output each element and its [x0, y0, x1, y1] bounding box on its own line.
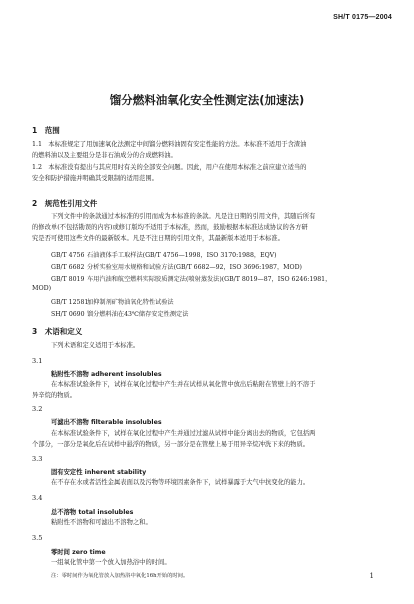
term-heading: 可滤出不溶物 filterable insolubles	[51, 419, 162, 426]
section-2-intro-line-2: 的修改单(不包括勘误的内容)或修订版均不适用于本标准，然而，鼓励根据本标准达成协议的各方研	[32, 224, 308, 231]
reference-title: 分析实验室用水规格和试验方法(GB/T 6682—92，ISO 3696:1987，MOD)	[86, 264, 302, 271]
reference-code: GB/T 8019	[51, 276, 85, 283]
reference-item	[51, 262, 302, 271]
reference-item	[51, 309, 188, 318]
standard-number-header: SH/T 0175—2004	[333, 14, 392, 21]
term-definition-line: 个部分，一部分是氧化后在试样中悬浮的物质，另一部分是在管壁上易于用异辛烷冲洗下来的物质。	[32, 441, 310, 448]
reference-item	[51, 250, 277, 259]
reference-continuation: MOD)	[32, 285, 52, 292]
reference-code: SH/T 0690	[51, 311, 85, 318]
term-definition-line: 异辛烷的物质。	[32, 392, 77, 399]
term-definition-line: 在本标准试验条件下，试样在氧化过程中产生并在试样从氧化管中放出后粘附在管壁上的不溶于	[51, 381, 316, 388]
clause-1-2-line-1: 1.2 本标准没有提出与其应用时有关的全部安全问题。因此，用户在使用本标准之前应建立适当的	[32, 164, 307, 171]
reference-item	[51, 297, 174, 306]
reference-title: 石油液体手工取样法(GB/T 4756—1998，ISO 3170:1988，EQV)	[86, 252, 277, 259]
term-heading: 粘附性不溶物 adherent insolubles	[51, 371, 162, 378]
reference-title: 加抑制剂矿物油氧化特性试验法	[86, 299, 174, 306]
term-definition-line: 在本标准试验条件下，试样在氧化过程中产生并通过过滤从试样中能分离出去的物质，它包括两	[51, 430, 316, 437]
section-2-intro-line-1: 下列文件中的条款通过本标准的引用而成为本标准的条款。凡是注日期的引用文件，其随后所有	[51, 213, 316, 220]
term-heading: 总不溶物 total insolubles	[51, 509, 134, 516]
section-3-intro: 下列术语和定义适用于本标准。	[51, 342, 140, 349]
document-title: 馏分燃料油氧化安全性测定法(加速法)	[109, 93, 305, 107]
section-3-heading: 3 术语和定义	[32, 327, 83, 336]
term-definition-line: 一组氧化管中第一个放入加热浴中的时间。	[51, 559, 171, 566]
clause-1-2-line-2: 安全和防护措施并明确其受限制的适用范围。	[32, 175, 158, 182]
section-2-heading: 2 规范性引用文件	[32, 199, 98, 208]
reference-code: GB/T 12581	[51, 299, 89, 306]
term-heading: 固有安定性 inherent stability	[51, 469, 147, 476]
reference-code: GB/T 4756	[51, 252, 85, 259]
term-number: 3.1	[32, 357, 43, 365]
section-2-intro-line-3: 究是否可使用这些文件的最新版本。凡是不注日期的引用文件，其最新版本适用于本标准。	[32, 235, 284, 242]
reference-title: 车用汽油和航空燃料实际胶质测定法(喷射蒸发法)(GB/T 8019—87，ISO 6246:1981，	[86, 276, 332, 283]
term-number: 3.4	[32, 494, 43, 502]
clause-1-1-line-1: 1.1 本标准规定了用加速氧化法测定中间馏分燃料油固有安定性能的方法。本标准不适用于含渣油	[32, 141, 307, 148]
term-number: 3.5	[32, 534, 43, 542]
reference-item	[51, 274, 331, 283]
clause-1-1-line-2: 的燃料油以及主要组分是非石油成分的合成燃料油。	[32, 152, 177, 159]
term-definition-line: 在不存在水或者活性金属表面以及污物等环境因素条件下，试样暴露于大气中抗变化的能力。	[51, 479, 310, 486]
page-number: 1	[369, 572, 374, 580]
term-number: 3.3	[32, 455, 43, 463]
reference-code: GB/T 6682	[51, 264, 85, 271]
term-definition-line: 粘附性不溶物和可滤出不溶物之和。	[51, 519, 152, 526]
section-1-heading: 1 范围	[32, 126, 60, 135]
term-heading: 零时间 zero time	[51, 549, 106, 556]
term-note: 注：零时间作为氧化管放入加热浴中氧化16h开始的时间。	[51, 573, 189, 579]
term-number: 3.2	[32, 405, 43, 413]
reference-title: 馏分燃料油在43℃储存安定性测定法	[86, 311, 189, 318]
